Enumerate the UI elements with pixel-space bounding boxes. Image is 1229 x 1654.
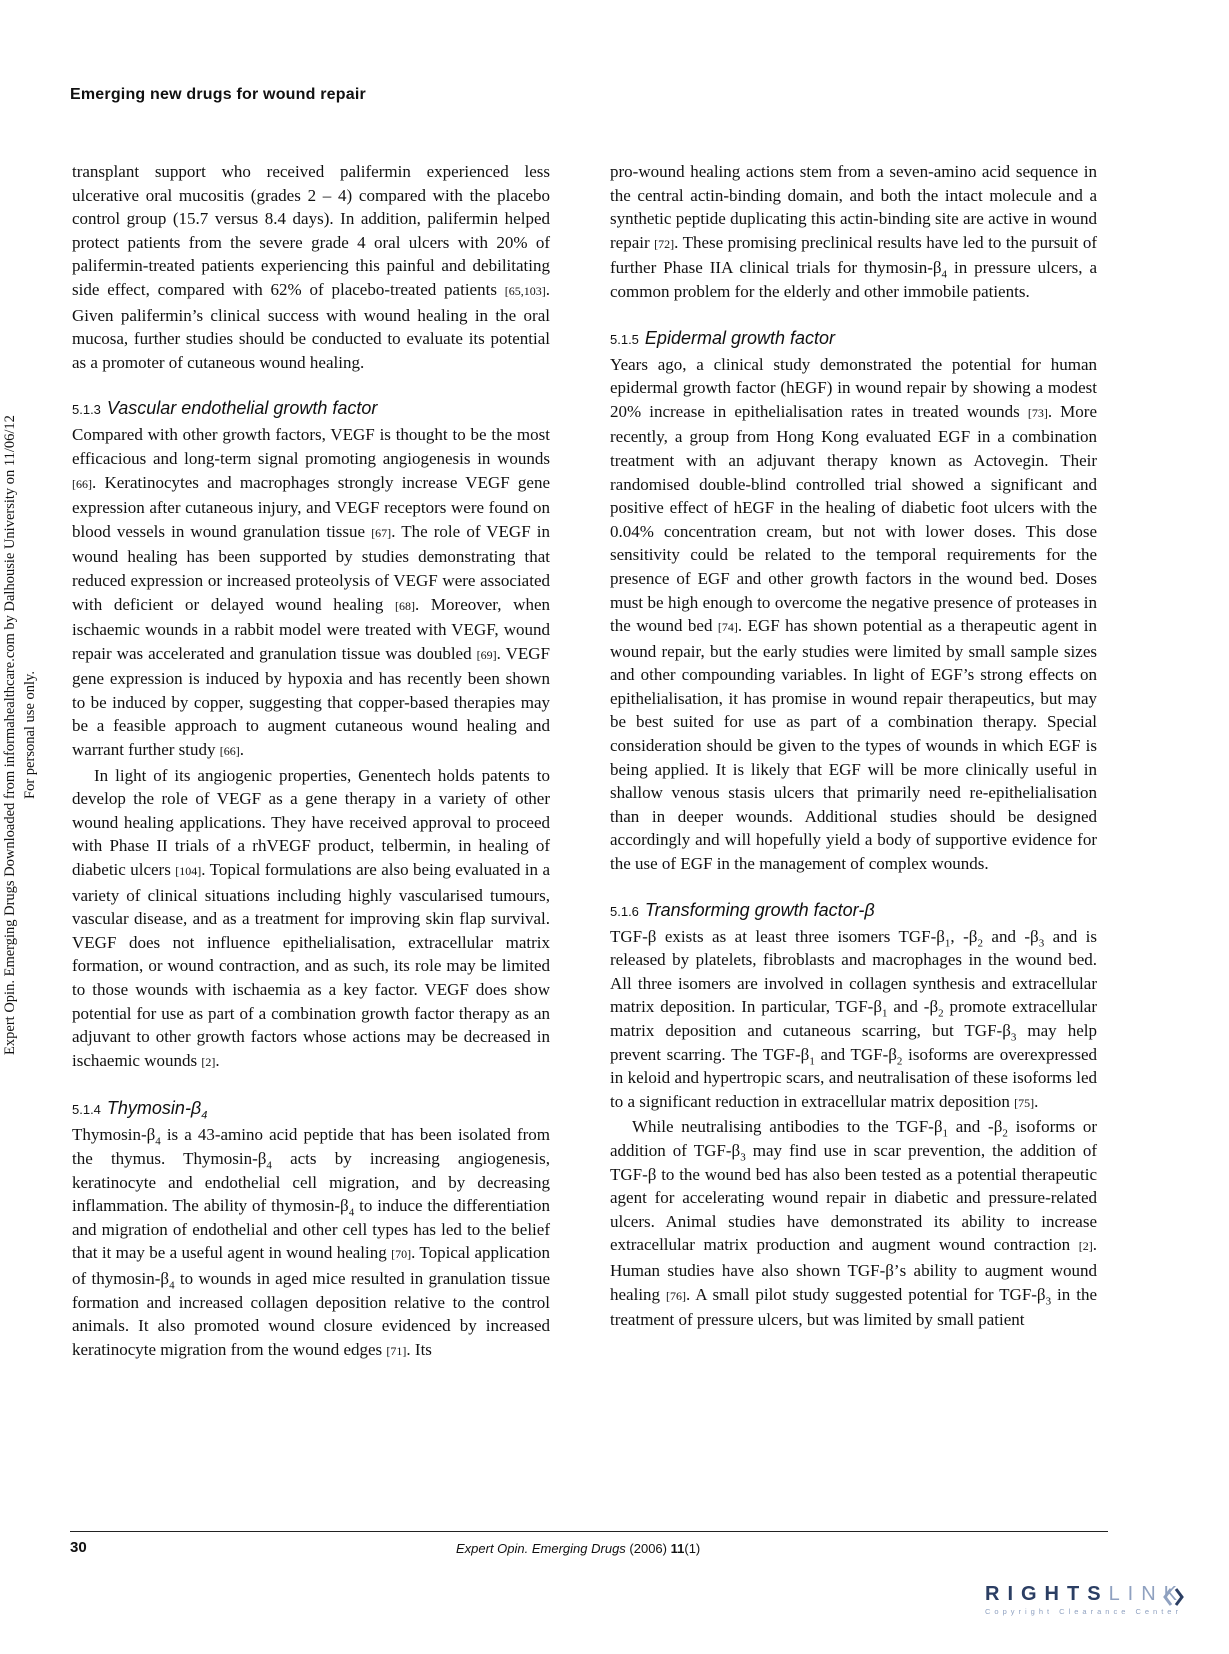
citation-ref: [104] [175,864,202,879]
paragraph-tgf-1: TGF-β exists as at least three isomers TGF-$\beta_1$, $-\beta_2$ and $-\beta_3$ and is released by platelets, fibroblasts and macrophages in the wound bed. All three isomers are involved in collagen synthesis and extracellular matrix deposition. In particular, TGF-$\beta_1$ and $-\beta_2$ promote extracellular matrix deposition and cutaneous scarring, but TGF-$\beta_3$ may help prevent scarring. The TGF-$\beta_1$ and TGF-$\beta_2$ isoforms are overexpressed in keloid and hypertropic scars, and neutralisation of these isoforms led to a significant reduction in extracellular matrix deposition [75]. [610,926,1098,1111]
download-notice-line-1: Expert Opin. Emerging Drugs Downloaded from informahealthcare.com by Dalhousie University on 11/06/12 [2,415,18,1055]
citation-ref: [71] [386,1343,407,1358]
citation-ref: [75] [1014,1095,1035,1110]
page-number: 30 [70,1539,87,1556]
citation-ref: [66] [72,476,92,491]
citation-ref: [72] [654,236,675,251]
citation-ref: [76] [666,1288,686,1303]
paragraph-tgf-2: While neutralising antibodies to the TGF-$\beta_1$ and $-\beta_2$ isoforms or addition of TGF-$\beta_3$ may find use in scar prevention, the addition of TGF-β to the wound bed has also been tested as a potential therapeutic agent for accelerating wound repair in diabetic and pressure-related ulcers. Animal studies have demonstrated its ability to increase extracellular matrix production and augment wound contraction [2]. Human studies have also shown TGF-β’s ability to augment wound healing [76]. A small pilot study suggested potential for TGF-$\beta_3$ in the treatment of pressure ulcers, but was limited by small patient [610,1117,1098,1330]
paragraph-palifermin: transplant support who received palifermin experienced less ulcerative oral mucositis (grades 2 – 4) compared with the placebo control group (15.7 versus 8.4 days). In addition, palifermin helped protect patients from the severe grade 4 oral ulcers with 20% of palifermin-treated patients experiencing this painful and debilitating side effect, compared with 62% of placebo-treated patients [65,103]. Given palifermin’s clinical success with wound healing in the oral mucosa, further studies should be conducted to evaluate its potential as a promoter of cutaneous wound healing. [72,162,550,372]
download-notice-sidebar [0,235,44,1235]
citation-ref: [66] [219,744,240,759]
section-heading-5-1-5: 5.1.5 Epidermal growth factor [610,327,836,348]
citation-ref: [67] [371,525,392,540]
paragraph-thymosin-cont: pro-wound healing actions stem from a seven-amino acid sequence in the central actin-binding domain, and both the intact molecule and a synthetic peptide duplicating this actin-binding site are active in wound repair [72]. These promising preclinical results have led to the pursuit of further Phase IIA clinical trials for thymosin-$\beta_4$ in pressure ulcers, a common problem for the elderly and other immobile patients. [610,162,1097,301]
running-head: Emerging new drugs for wound repair [70,86,366,103]
left-column [72,160,550,1363]
paragraph-vegf-2: In light of its angiogenic properties, Genentech holds patents to develop the role of VEGF as a gene therapy in a variety of other wound healing applications. They have received approval to proceed with Phase II trials of a rhVEGF product, telbermin, in healing of diabetic ulcers [104]. Topical formulations are also being evaluated in a variety of clinical situations including highly vascularised tumours, vascular disease, and as a treatment for improving skin flap survival. VEGF does not influence epithelialisation, extracellular matrix formation, or wound contraction, and as such, its role may be limited to those wounds with ischaemia as a key factor. VEGF does show potential for use as part of a combination growth factor therapy as an adjuvant to other growth factors whose actions may be decreased in ischaemic wounds [2]. [72,765,550,1070]
citation-ref: [70] [391,1247,412,1262]
rightslink-arrow-icon [1163,1586,1185,1608]
paragraph-vegf-1: Compared with other growth factors, VEGF is thought to be the most efficacious and long-term signal promoting angiogenesis in wounds [66]. Keratinocytes and macrophages strongly increase VEGF gene expression after cutaneous injury, and VEGF receptors were found on blood vessels in wound granulation tissue [67]. The role of VEGF in wound healing has been supported by studies demonstrating that reduced expression or increased proteolysis of VEGF were associated with deficient or delayed wound healing [68]. Moreover, when ischaemic wounds in a rabbit model were treated with VEGF, wound repair was accelerated and granulation tissue was doubled [69]. VEGF gene expression is induced by hypoxia and has recently been shown to be induced by copper, suggesting that copper-based therapies may be a feasible approach to augment cutaneous wound healing and warrant further study [66]. [72,425,550,760]
paragraph-egf: Years ago, a clinical study demonstrated the potential for human epidermal growth factor (hEGF) in wound repair by showing a modest 20% increase in epithelialisation rates in treated wounds [73]. More recently, a group from Hong Kong evaluated EGF in a combination treatment with an adjuvant therapy known as Actovegin. Their randomised double-blind controlled trial showed a significant and positive effect of hEGF in the healing of diabetic foot ulcers with the 0.04% concentration cream, but not with lower doses. This dose sensitivity could be related to the temporal requirements for the presence of EGF and other growth factors in the wound bed. Doses must be high enough to overcome the negative presence of proteases in the wound bed [74]. EGF has shown potential as a therapeutic agent in wound repair, but the early studies were limited by small sample sizes and other compounding variables. In light of EGF’s strong effects on epithelialisation, it has promise in wound repair therapeutics, but may be best suited for use as part of a combination therapy. Special consideration should be given to the types of wounds in which EGF is being applied. It is likely that EGF will be more clinically useful in shallow venous stasis ulcers that primarily need re-epithelialisation than in deeper wounds. Additional studies should be designed accordingly and will hopefully yield a body of supportive evidence for the use of EGF in the management of complex wounds. [610,354,1097,874]
rightslink-logo[interactable] [985,1583,1200,1627]
right-column [610,160,1097,1332]
citation-ref: [2] [1078,1239,1093,1254]
paragraph-thymosin: Thymosin-$\beta_4$ is a 43-amino acid peptide that has been isolated from the thymus. Thymosin-$\beta_4$ acts by increasing angiogenesis, keratinocyte and endothelial cell migration, and by decreasing inflammation. The ability of thymosin-$\beta_4$ to induce the differentiation and migration of endothelial and other cell types has led to the belief that it may be a useful agent in wound healing [70]. Topical application of thymosin-$\beta_4$ to wounds in aged mice resulted in granulation tissue formation and increased collagen deposition relative to the control animals. It also promoted wound closure evidenced by increased keratinocyte migration from the wound edges [71]. Its [72,1125,550,1359]
citation-ref: [68] [395,598,415,613]
rightslink-wordmark: RIGHTSLINK [985,1583,1186,1605]
citation-ref: [65,103] [504,283,546,298]
section-heading-5-1-6: 5.1.6 Transforming growth factor-β [610,899,875,920]
section-heading-5-1-3: 5.1.3 Vascular endothelial growth factor [72,398,378,419]
rightslink-tagline: Copyright Clearance Center [985,1607,1182,1616]
section-heading-5-1-4: 5.1.4 Thymosin-$\beta_4$ [72,1098,208,1122]
citation-ref: [74] [717,620,738,635]
journal-citation: Expert Opin. Emerging Drugs (2006) 11(1) [456,1541,701,1556]
footer-divider [70,1531,1108,1532]
citation-ref: [69] [476,647,497,662]
citation-ref: [2] [201,1054,216,1069]
download-notice-line-2: For personal use only. [22,671,38,799]
citation-ref: [73] [1027,405,1048,420]
